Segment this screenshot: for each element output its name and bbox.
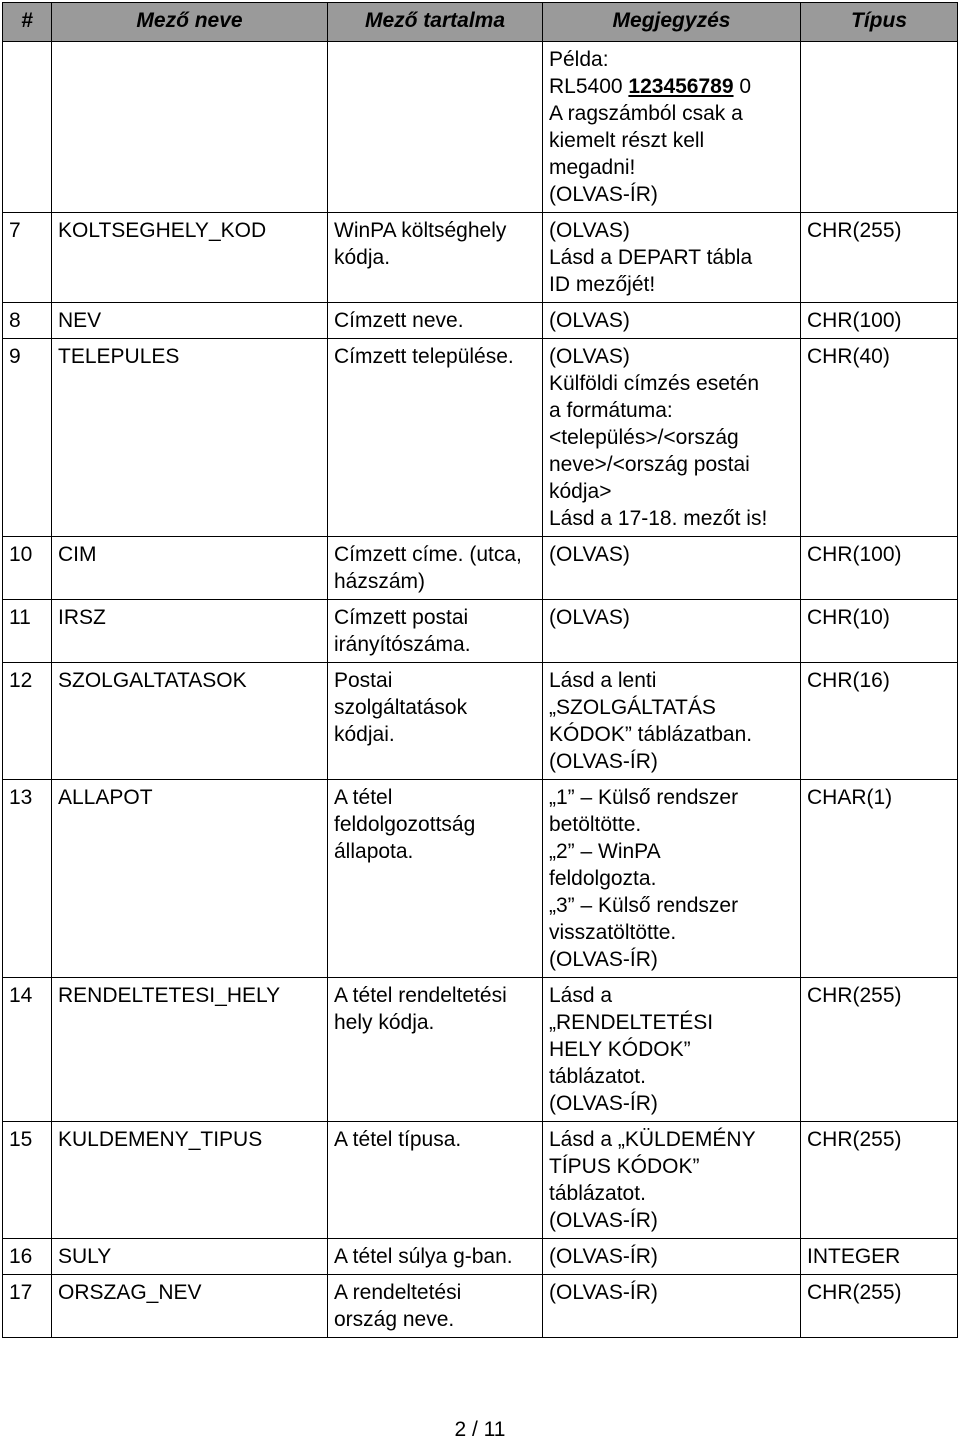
table-row: [3, 1122, 958, 1239]
example-highlight: 123456789: [628, 75, 734, 98]
note-line: A ragszámból csak a: [549, 102, 743, 125]
field-type-line: CHR(10): [807, 606, 890, 629]
field-type: [801, 780, 958, 978]
field-type: [801, 1239, 958, 1275]
field-type: [801, 600, 958, 663]
field-name: NEV: [52, 303, 328, 339]
field-content-line: A tétel: [334, 786, 393, 809]
field-type-line: INTEGER: [807, 1245, 901, 1268]
header-field-name: Mező neve: [52, 3, 328, 42]
note-line: neve>/<ország postai: [549, 453, 750, 476]
field-type: [801, 1275, 958, 1338]
note-line: Lásd a „KÜLDEMÉNY: [549, 1128, 756, 1151]
table-header: [3, 3, 958, 42]
row-number: 13: [3, 780, 52, 978]
note-line: (OLVAS): [549, 606, 630, 629]
note: [543, 213, 801, 303]
note-line: <település>/<ország: [549, 426, 739, 449]
field-type-line: CHR(16): [807, 669, 890, 692]
header-num: #: [3, 3, 52, 42]
note-line: feldolgozta.: [549, 867, 657, 890]
note: [543, 663, 801, 780]
note-line: KÓDOK” táblázatban.: [549, 723, 753, 746]
field-content-line: Címzett neve.: [334, 309, 464, 332]
table-row: [3, 663, 958, 780]
note-line: (OLVAS-ÍR): [549, 750, 658, 773]
note: [543, 537, 801, 600]
table-row: [3, 537, 958, 600]
field-content-line: irányítószáma.: [334, 633, 471, 656]
note-line: Példa:: [549, 48, 609, 71]
field-content-line: A rendeltetési: [334, 1281, 462, 1304]
header-content: Mező tartalma: [328, 3, 543, 42]
field-type: [801, 339, 958, 537]
note-line: (OLVAS): [549, 219, 630, 242]
field-name: RENDELTETESI_HELY: [52, 978, 328, 1122]
note-line: betöltötte.: [549, 813, 642, 836]
example-suffix: 0: [733, 75, 752, 98]
table-row: [3, 780, 958, 978]
note-line: táblázatot.: [549, 1065, 646, 1088]
note: [543, 42, 801, 213]
field-type-line: CHAR(1): [807, 786, 893, 809]
field-type: [801, 1122, 958, 1239]
field-content: [328, 42, 543, 213]
field-name: SZOLGALTATASOK: [52, 663, 328, 780]
field-name: IRSZ: [52, 600, 328, 663]
header-type: Típus: [801, 3, 958, 42]
note: [543, 339, 801, 537]
field-type-line: CHR(100): [807, 543, 902, 566]
field-content-line: Címzett települése.: [334, 345, 514, 368]
field-name: TELEPULES: [52, 339, 328, 537]
note: [543, 978, 801, 1122]
field-content-line: Címzett címe. (utca,: [334, 543, 522, 566]
note-line: (OLVAS-ÍR): [549, 1245, 658, 1268]
field-content-line: WinPA költséghely: [334, 219, 507, 242]
field-spec-table: [2, 2, 958, 1338]
table-row: [3, 1275, 958, 1338]
note-line: kódja>: [549, 480, 612, 503]
field-type-line: CHR(255): [807, 1128, 902, 1151]
table-row: [3, 42, 958, 213]
row-number: 10: [3, 537, 52, 600]
note-line: „3” – Külső rendszer: [549, 894, 739, 917]
field-type-line: CHR(255): [807, 1281, 902, 1304]
field-content: [328, 978, 543, 1122]
field-content: [328, 1239, 543, 1275]
note-line: (OLVAS-ÍR): [549, 1281, 658, 1304]
note-line: táblázatot.: [549, 1182, 646, 1205]
note: [543, 303, 801, 339]
note-line: (OLVAS-ÍR): [549, 1209, 658, 1232]
note-line: (OLVAS-ÍR): [549, 183, 658, 206]
field-content-line: feldolgozottság: [334, 813, 476, 836]
field-content: [328, 213, 543, 303]
field-type: [801, 663, 958, 780]
table-row: [3, 600, 958, 663]
field-content-line: kódjai.: [334, 723, 395, 746]
note: [543, 600, 801, 663]
table-row: [3, 339, 958, 537]
row-number: 16: [3, 1239, 52, 1275]
field-content-line: ország neve.: [334, 1308, 455, 1331]
note: [543, 1122, 801, 1239]
row-number: 12: [3, 663, 52, 780]
field-type: [801, 213, 958, 303]
note-line: Lásd a DEPART tábla: [549, 246, 753, 269]
field-name: KULDEMENY_TIPUS: [52, 1122, 328, 1239]
field-content: [328, 339, 543, 537]
note-line: ID mezőjét!: [549, 273, 656, 296]
field-content-line: [334, 46, 538, 73]
note-line: TÍPUS KÓDOK”: [549, 1155, 700, 1178]
note-line: (OLVAS): [549, 345, 630, 368]
note-line: kiemelt részt kell: [549, 129, 705, 152]
field-content-line: Postai: [334, 669, 393, 692]
field-name: ORSZAG_NEV: [52, 1275, 328, 1338]
field-content: [328, 537, 543, 600]
field-content-line: hely kódja.: [334, 1011, 435, 1034]
field-content-line: szolgáltatások: [334, 696, 468, 719]
note-line: [549, 73, 796, 100]
note-line: Lásd a 17-18. mezőt is!: [549, 507, 768, 530]
field-type: [801, 42, 958, 213]
row-number: 9: [3, 339, 52, 537]
field-type: [801, 303, 958, 339]
note-line: „1” – Külső rendszer: [549, 786, 739, 809]
note-line: Lásd a lenti: [549, 669, 657, 692]
note-line: „RENDELTETÉSI: [549, 1011, 714, 1034]
note: [543, 1239, 801, 1275]
page-number: 2 / 11: [454, 1418, 506, 1441]
header-note: Megjegyzés: [543, 3, 801, 42]
field-content-line: házszám): [334, 570, 426, 593]
row-number: 17: [3, 1275, 52, 1338]
note-line: „2” – WinPA: [549, 840, 661, 863]
field-content: [328, 1122, 543, 1239]
field-type-line: CHR(100): [807, 309, 902, 332]
note-line: (OLVAS-ÍR): [549, 948, 658, 971]
row-number: 8: [3, 303, 52, 339]
note: [543, 780, 801, 978]
field-content-line: kódja.: [334, 246, 391, 269]
note-line: Lásd a: [549, 984, 613, 1007]
note-line: visszatöltötte.: [549, 921, 677, 944]
row-number: [3, 42, 52, 213]
note-line: a formátuma:: [549, 399, 673, 422]
field-content: [328, 780, 543, 978]
field-content: [328, 663, 543, 780]
field-type: [801, 978, 958, 1122]
field-name: CIM: [52, 537, 328, 600]
table-body: [3, 42, 958, 1338]
field-name: SULY: [52, 1239, 328, 1275]
note-line: Külföldi címzés esetén: [549, 372, 760, 395]
row-number: 14: [3, 978, 52, 1122]
note-line: (OLVAS): [549, 309, 630, 332]
field-content-line: állapota.: [334, 840, 414, 863]
field-content: [328, 600, 543, 663]
table-row: [3, 1239, 958, 1275]
table-row: [3, 978, 958, 1122]
row-number: 7: [3, 213, 52, 303]
field-type-line: CHR(40): [807, 345, 890, 368]
field-type-line: [807, 46, 953, 73]
note-line: megadni!: [549, 156, 636, 179]
field-content-line: A tétel típusa.: [334, 1128, 462, 1151]
field-content-line: A tétel rendeltetési: [334, 984, 507, 1007]
note-line: HELY KÓDOK”: [549, 1038, 691, 1061]
row-number: 15: [3, 1122, 52, 1239]
table-row: [3, 213, 958, 303]
field-type-line: CHR(255): [807, 219, 902, 242]
field-name: KOLTSEGHELY_KOD: [52, 213, 328, 303]
field-content-line: Címzett postai: [334, 606, 469, 629]
field-content-line: A tétel súlya g-ban.: [334, 1245, 513, 1268]
field-content: [328, 1275, 543, 1338]
note-line: (OLVAS-ÍR): [549, 1092, 658, 1115]
field-name: [52, 42, 328, 213]
field-content: [328, 303, 543, 339]
row-number: 11: [3, 600, 52, 663]
note: [543, 1275, 801, 1338]
field-name: ALLAPOT: [52, 780, 328, 978]
field-type: [801, 537, 958, 600]
example-prefix: RL5400: [549, 75, 629, 98]
table-row: [3, 303, 958, 339]
field-type-line: CHR(255): [807, 984, 902, 1007]
note-line: „SZOLGÁLTATÁS: [549, 696, 716, 719]
note-line: (OLVAS): [549, 543, 630, 566]
